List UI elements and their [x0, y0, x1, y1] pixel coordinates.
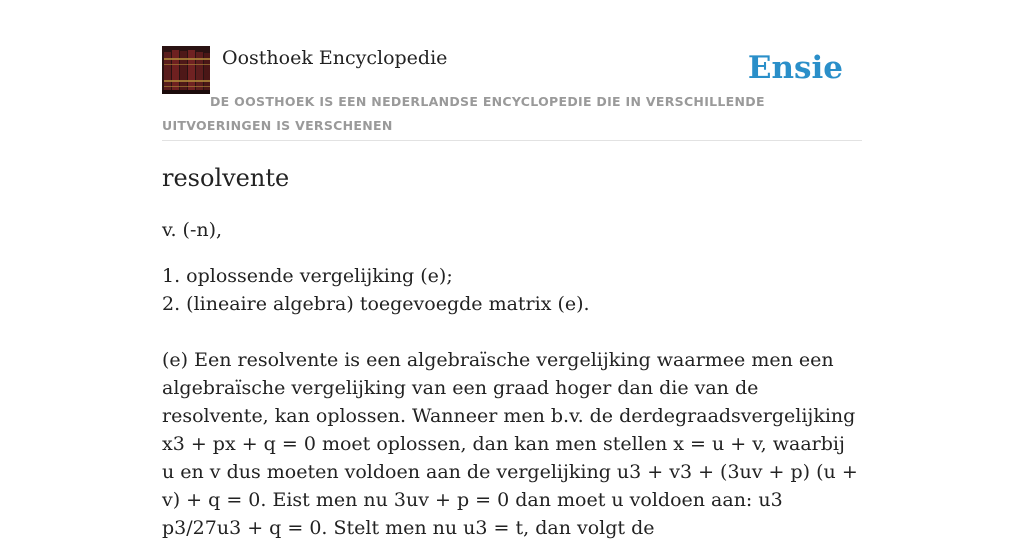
site-title[interactable]: Oosthoek Encyclopedie — [222, 47, 448, 69]
meaning-item: 2. (lineaire algebra) toegevoegde matrix (e). — [162, 293, 590, 315]
meaning-item: 1. oplossende vergelijking (e); — [162, 265, 453, 287]
grammar-info: v. (-n), — [162, 219, 223, 241]
encyclopedia-books-icon[interactable] — [162, 46, 210, 94]
site-tagline: DE OOSTHOEK IS EEN NEDERLANDSE ENCYCLOPEDIE DIE IN VERSCHILLENDE UITVOERINGEN IS VERSCHENEN — [162, 94, 765, 133]
site-header — [162, 46, 862, 141]
article — [162, 160, 862, 539]
article-body: (e) Een resolvente is een algebraïsche vergelijking waarmee men een algebraïsche vergelijking van een graad hoger dan die van de resolvente, kan oplossen. Wanneer men b.v. de derdegraadsvergelijking x3 + px + q = 0 moet oplossen, dan kan men stellen x = u + v, waarbij u en v dus moeten voldoen aan de vergelijking u3 + v3 + (3uv + p) (u + v) + q = 0. Eist men nu 3uv + p = 0 dan moet u voldoen aan: u3 p3/27u3 + q = 0. Stelt men nu u3 = t, dan volgt de — [162, 349, 858, 539]
page-title: resolvente — [162, 164, 290, 192]
ensie-logo[interactable]: Ensie — [747, 50, 843, 86]
meaning-list — [162, 262, 590, 318]
